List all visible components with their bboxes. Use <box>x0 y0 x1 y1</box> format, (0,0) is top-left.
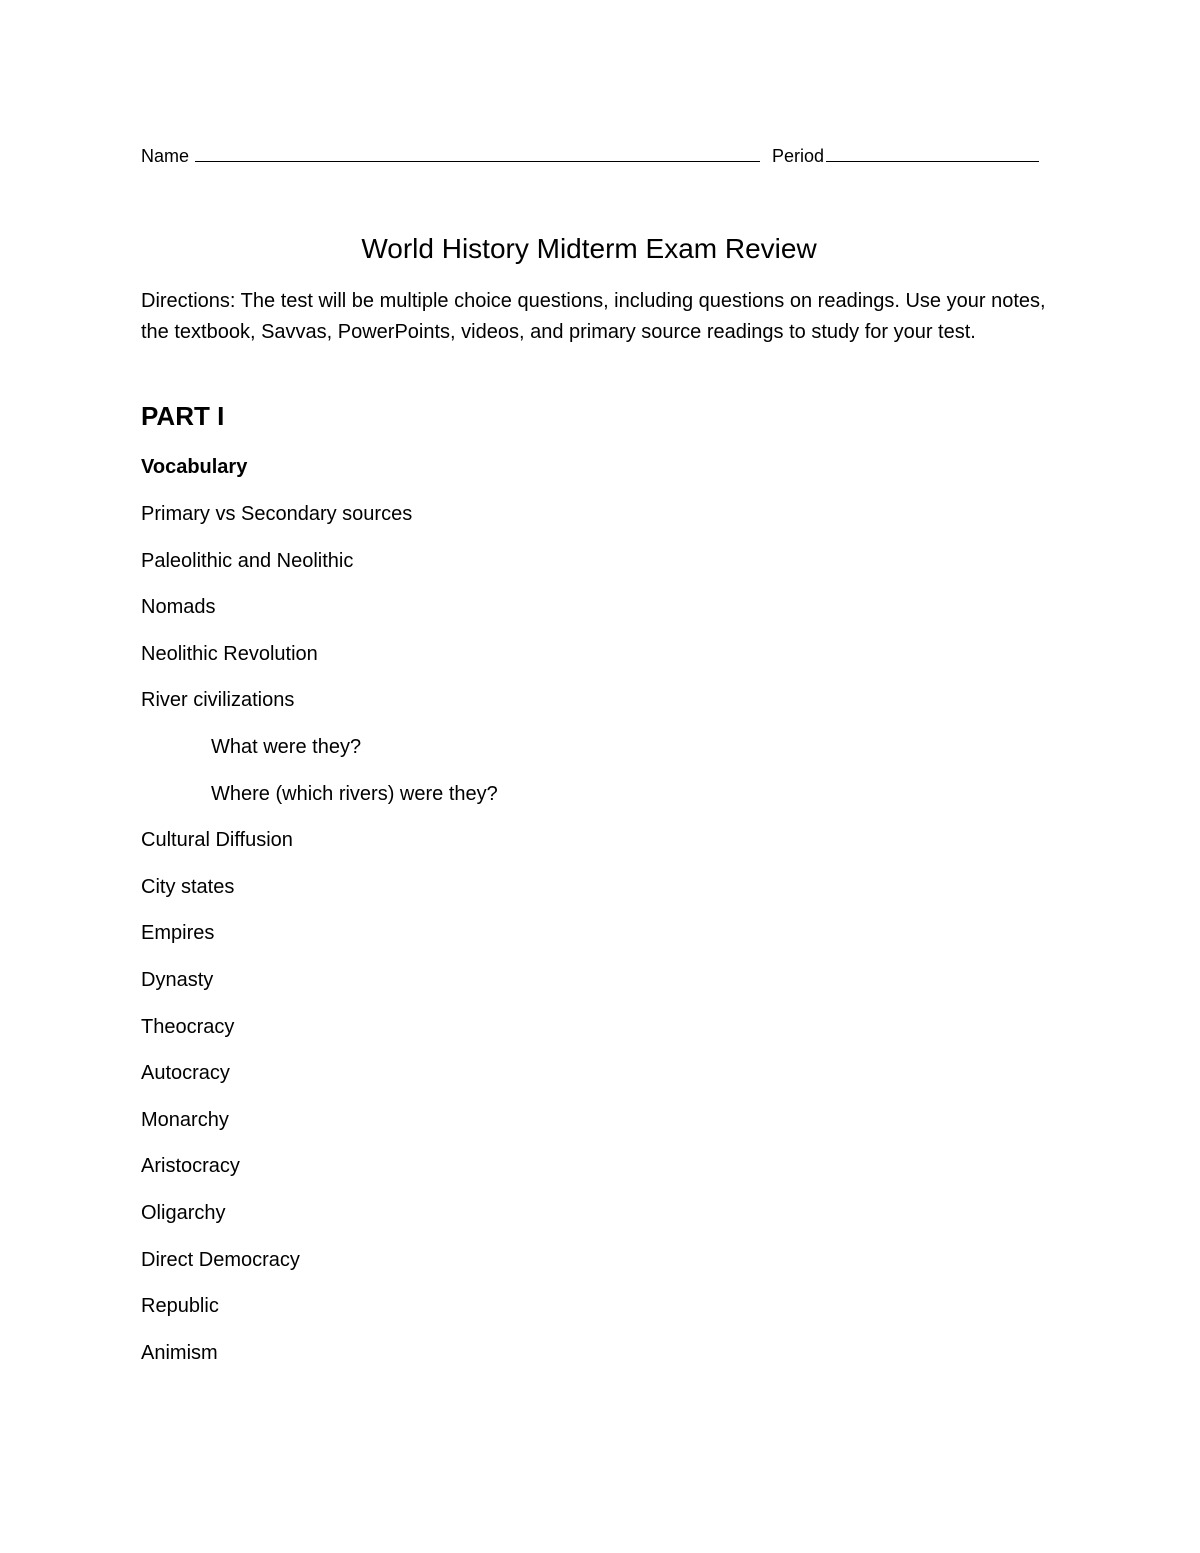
vocabulary-list <box>141 500 498 1385</box>
document-title: World History Midterm Exam Review <box>361 233 817 264</box>
name-label: Name <box>141 146 190 166</box>
name-period-line <box>141 144 1061 168</box>
name-blank <box>195 145 760 162</box>
vocab-item: Direct Democracy <box>141 1248 300 1271</box>
vocab-item: Aristocracy <box>141 1155 240 1178</box>
vocab-item: Neolithic Revolution <box>141 642 318 665</box>
period-label: Period <box>772 146 825 166</box>
vocab-item: Nomads <box>141 596 216 619</box>
vocab-item: Monarchy <box>141 1108 229 1131</box>
vocab-item: City states <box>141 875 235 898</box>
vocab-item: Paleolithic and Neolithic <box>141 549 354 572</box>
vocabulary-heading: Vocabulary <box>141 456 248 478</box>
period-blank <box>826 145 1039 162</box>
vocab-item: Theocracy <box>141 1015 235 1038</box>
vocab-item: Autocracy <box>141 1062 230 1085</box>
vocab-subitem: Where (which rivers) were they? <box>211 782 498 805</box>
vocab-item: Oligarchy <box>141 1201 226 1224</box>
vocab-item: Dynasty <box>141 968 214 991</box>
vocab-subitem: What were they? <box>211 735 362 758</box>
vocab-item: Cultural Diffusion <box>141 829 293 852</box>
part-heading: PART I <box>141 401 225 431</box>
vocab-item: Republic <box>141 1295 219 1318</box>
vocab-item: River civilizations <box>141 689 295 712</box>
vocab-item: Empires <box>141 922 215 945</box>
directions-paragraph: Directions: The test will be multiple choice questions, including questions on readings. Use your notes, the textbook, Savvas, PowerPoints, videos, and primary source readings to study for your test. <box>141 290 1046 343</box>
vocab-item: Primary vs Secondary sources <box>141 503 413 525</box>
vocab-item: Animism <box>141 1341 218 1364</box>
